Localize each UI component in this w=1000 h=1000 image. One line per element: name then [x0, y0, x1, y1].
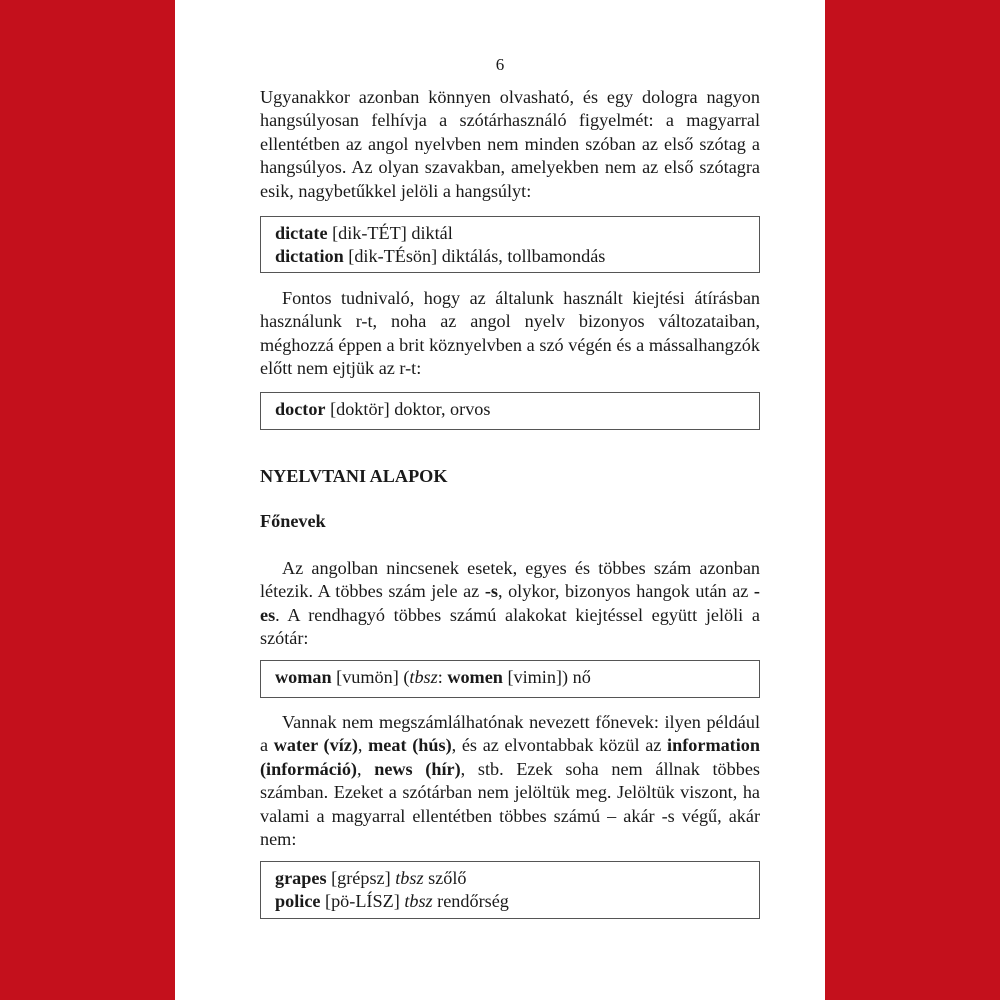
example-box-plural [260, 660, 760, 698]
example-box-plural-only [260, 861, 760, 919]
book-page [175, 0, 825, 1000]
entry-grapes: grapes [grépsz] tbsz szőlő [275, 868, 467, 888]
example-box-r [260, 392, 760, 430]
entry-doctor: doctor [doktör] doktor, orvos [275, 399, 491, 419]
subheading-nouns: Főnevek [260, 511, 326, 531]
entry-dictate: dictate [dik-TÉT] diktál [275, 223, 453, 243]
paragraph-stress: Ugyanakkor azonban könnyen olvasható, és egy dologra nagyon hangsúlyosan felhívja a szótárhasználó figyelmét: a magyarral ellentétben az angol nyelvben nem minden szóban az első szótag a hangsúlyos. Az olyan szavakban, amelyekben nem az első szótagra esik, nagybetűkkel jelöli a hangsúlyt: [260, 87, 760, 201]
entry-dictation: dictation [dik-TÉsön] diktálás, tollbamondás [275, 246, 606, 267]
example-box-stress [260, 216, 760, 273]
entry-woman: woman [vumön] (tbsz: women [vimin]) nő [275, 667, 591, 687]
page-number: 6 [495, 55, 505, 74]
entry-police: police [pö-LÍSZ] tbsz rendőrség [275, 891, 509, 912]
paragraph-r-sound: Fontos tudnivaló, hogy az általunk használt kiejtési átírásban használunk r-t, noha az angol nyelv bizonyos változataiban, méghozzá éppen a brit köznyelvben a szó végén és a mássalhangzók előtt nem ejtjük az r-t: [260, 288, 760, 379]
section-heading: NYELVTANI ALAPOK [260, 466, 448, 486]
paragraph-plural: Az angolban nincsenek esetek, egyes és többes szám azonban létezik. A többes szám jele az -s, olykor, bizonyos hangok után az -es. A rendhagyó többes számú alakokat kiejtéssel együtt jelöli a szótár: [260, 558, 760, 649]
paragraph-uncountable: Vannak nem megszámlálhatónak nevezett főnevek: ilyen például a water (víz), meat (hús), és az elvontabbak közül az information (információ), news (hír), stb. Ezek soha nem állnak többes számban. Ezeket a szótárban nem jelöltük meg. Jelöltük viszont, ha valami a magyarral ellentétben többes számú – akár -s végű, akár nem: [260, 712, 761, 850]
